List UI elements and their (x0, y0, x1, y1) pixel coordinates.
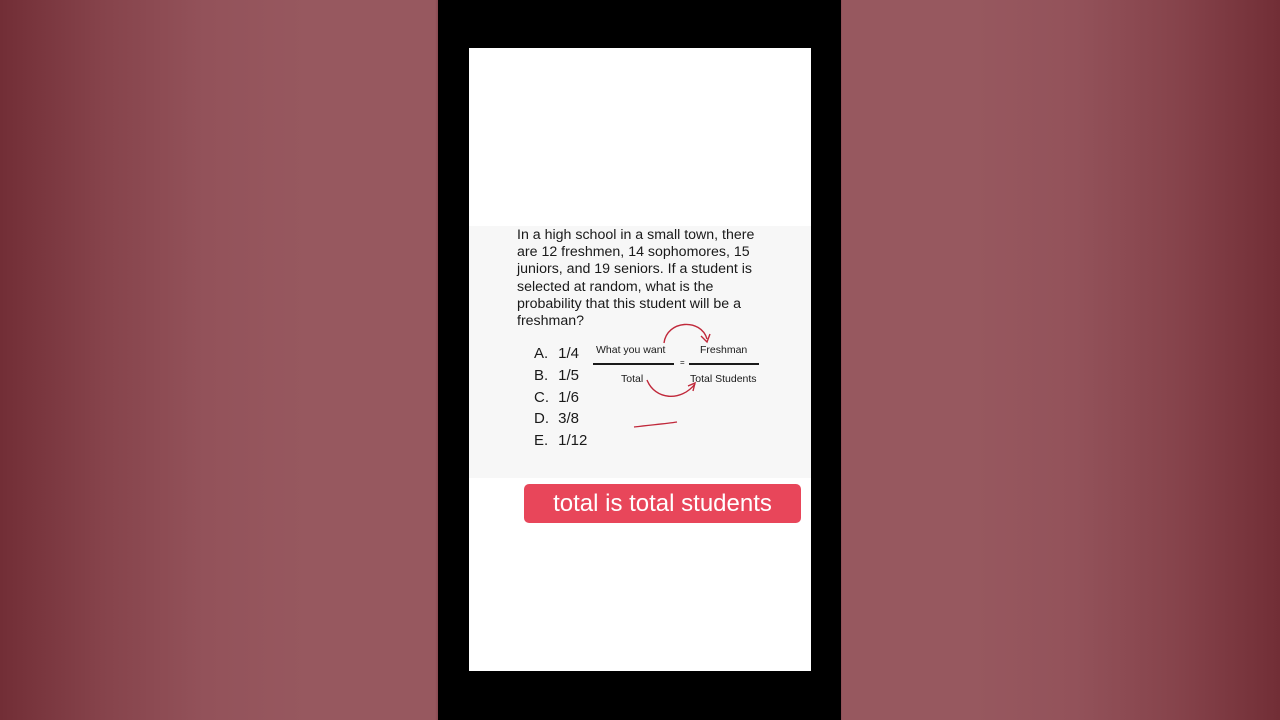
question-line: In a high school in a small town, there (517, 227, 755, 243)
formula-right-fraction-bar (689, 363, 759, 365)
choice-letter: A. (534, 345, 549, 362)
choice-value: 3/8 (558, 410, 580, 428)
question-line: juniors, and 19 seniors. If a student is (517, 261, 753, 278)
caption-subtitle: total is total students (524, 484, 801, 523)
formula-left-fraction-bar (593, 363, 674, 365)
choice-value: 1/6 (558, 388, 580, 406)
formula-left-denominator: Total (621, 373, 644, 385)
choice-value: 1/12 (558, 432, 588, 450)
question-text (517, 227, 777, 330)
choice-letter: E. (534, 432, 549, 450)
question-line: freshman? (517, 313, 585, 330)
question-line: probability that this student will be a (517, 295, 741, 312)
answer-choices (534, 343, 587, 452)
choice-letter: C. (534, 388, 549, 406)
video-screen (469, 48, 811, 671)
formula-left-numerator: What you want (596, 344, 666, 356)
formula-right-denominator: Total Students (690, 373, 757, 385)
choice-value: 1/4 (558, 345, 580, 362)
choice-b (534, 365, 587, 387)
choice-e (534, 430, 587, 452)
choice-d (534, 408, 587, 430)
choice-a (534, 343, 587, 365)
question-line: selected at random, what is the (517, 278, 714, 295)
choice-letter: B. (534, 366, 549, 384)
formula-equals-sign: = (680, 358, 685, 367)
choice-c (534, 387, 587, 409)
formula-right-numerator: Freshman (700, 344, 748, 356)
choice-value: 1/5 (558, 366, 580, 384)
question-line: are 12 freshmen, 14 sophomores, 15 (517, 244, 750, 261)
choice-letter: D. (534, 410, 549, 428)
